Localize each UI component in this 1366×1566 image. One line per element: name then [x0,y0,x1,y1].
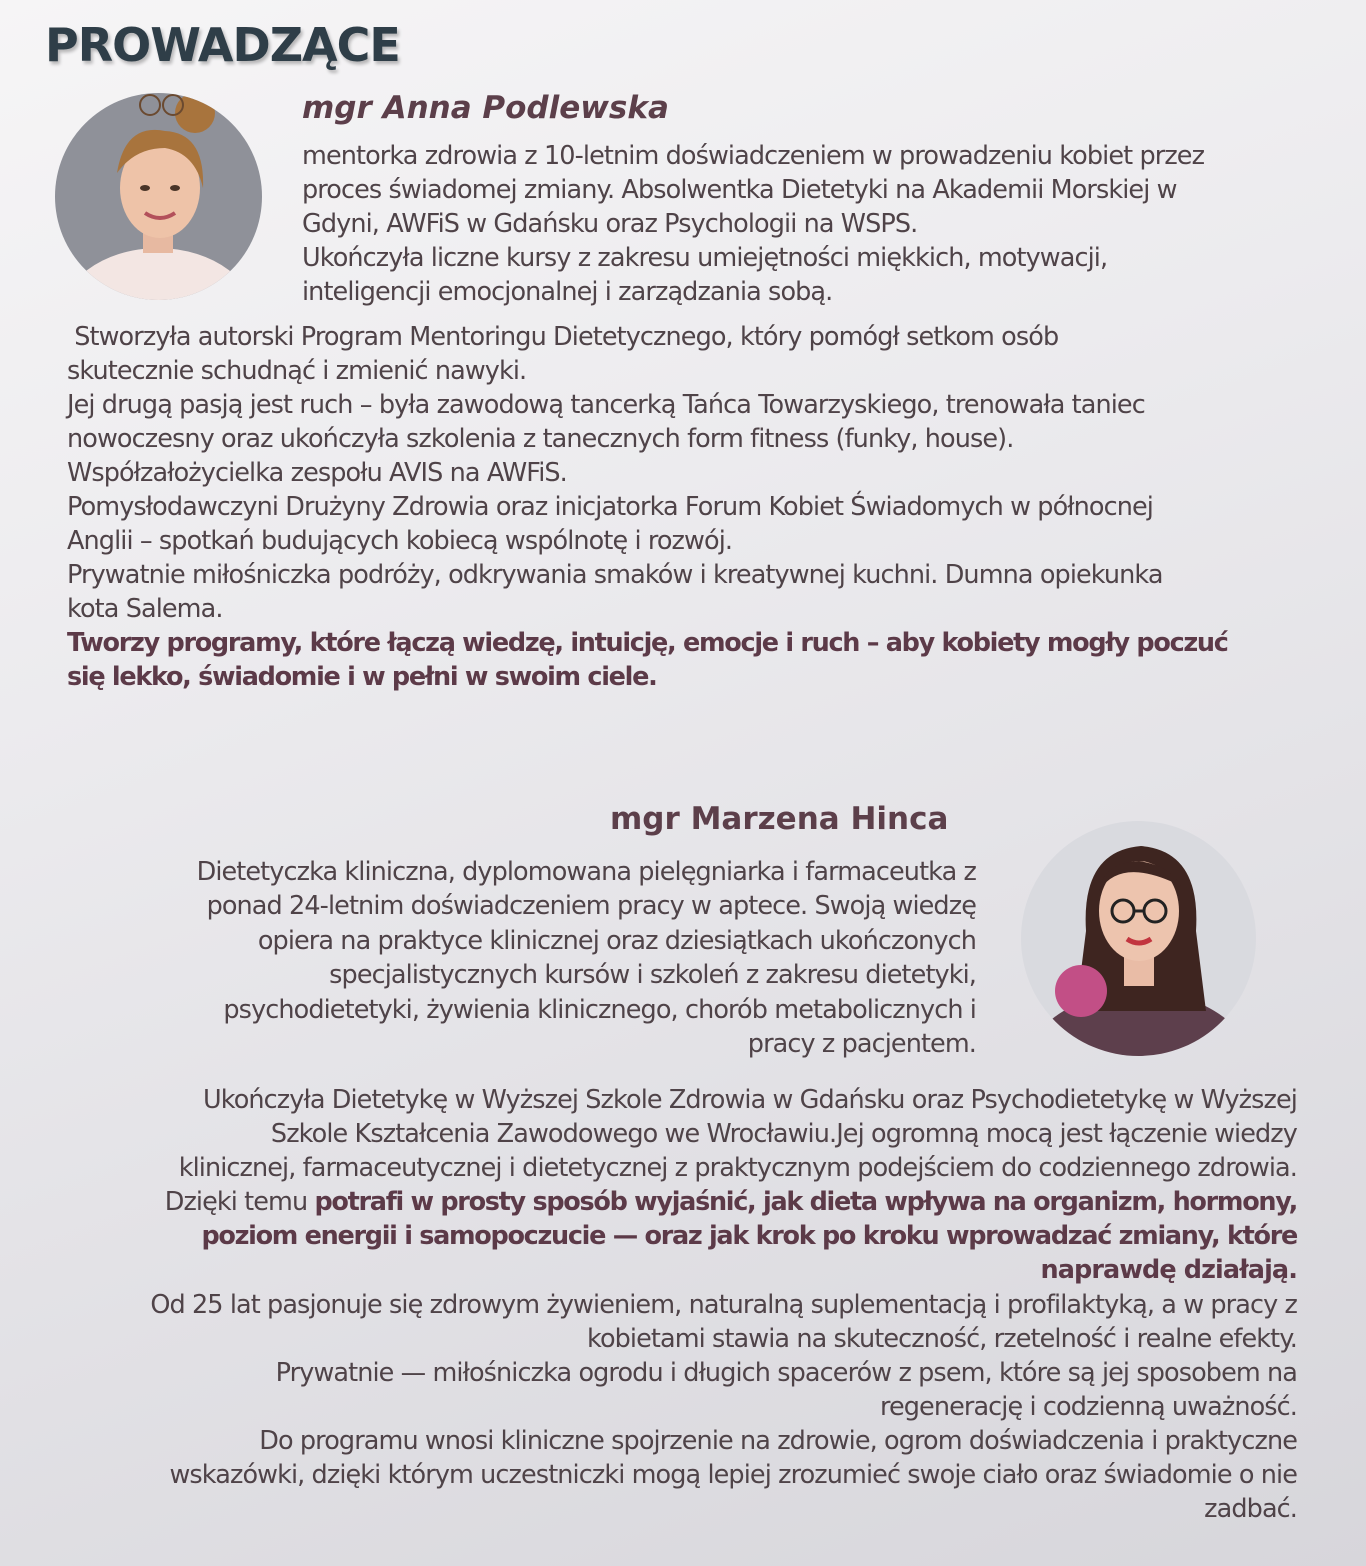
text-line: inteligencji emocjonalnej i zarządzania sobą. [302,277,833,307]
portrait-photo-marzena [1021,821,1256,1056]
person-name-anna: mgr Anna Podlewska [302,90,669,126]
text-line: opiera na praktyce klinicznej oraz dziesiątkach ukończonych [257,926,976,956]
text-line: Jej drugą pasją jest ruch – była zawodową tancerką Tańca Towarzyskiego, trenowała taniec [67,390,1145,420]
text-line: klinicznej, farmaceutycznej i dietetycznej z praktycznym podejściem do codziennego zdrowia. [178,1153,1297,1183]
text-line: wskazówki, dzięki którym uczestniczki mogą lepiej zrozumieć swoje ciało oraz świadomie o nie [169,1460,1297,1490]
portrait-image [55,93,262,300]
text-line: psychodietetyki, żywienia klinicznego, chorób metabolicznych i [223,995,976,1025]
text-line: Ukończyła liczne kursy z zakresu umiejętności miękkich, motywacji, [302,243,1108,273]
text-line: skutecznie schudnąć i zmienić nawyki. [67,356,527,386]
bold-text: naprawdę działają. [1040,1255,1297,1285]
text-line: Ukończyła Dietetykę w Wyższej Szkole Zdrowia w Gdańsku oraz Psychodietetykę w Wyższej [203,1085,1297,1115]
text-line: zadbać. [1204,1494,1297,1524]
text-line: Gdyni, AWFiS w Gdańsku oraz Psychologii na WSPS. [302,209,918,239]
bold-text: potrafi w prosty sposób wyjaśnić, jak dieta wpływa na organizm, hormony, [314,1187,1297,1217]
text-line: Stworzyła autorski Program Mentoringu Dietetycznego, który pomógł setkom osób [67,322,1059,352]
text-line: regenerację i codzienną uważność. [879,1392,1297,1422]
text-line: proces świadomej zmiany. Absolwentka Dietetyki na Akademii Morskiej w [302,175,1177,205]
bold-text: Tworzy programy, które łączą wiedzę, intuicję, emocje i ruch – aby kobiety mogły poczuć [67,628,1228,658]
text-line: Pomysłodawczyni Drużyny Zdrowia oraz inicjatorka Forum Kobiet Świadomych w północnej [67,492,1153,522]
text-line: Prywatnie miłośniczka podróży, odkrywania smaków i kreatywnej kuchni. Dumna opiekunka [67,560,1163,590]
portrait-image [1021,821,1256,1056]
text-line: Do programu wnosi kliniczne spojrzenie na zdrowie, ogrom doświadczenia i praktyczne [259,1426,1297,1456]
text-line: Anglii – spotkań budujących kobiecą wspólnotę i rozwój. [67,526,733,556]
text-line: Od 25 lat pasjonuje się zdrowym żywieniem, naturalną suplementacją i profilaktyką, a w pracy z [150,1290,1297,1320]
text-line-bold [201,1219,1297,1253]
bold-text: się lekko, świadomie i w pełni w swoim ciele. [67,662,657,692]
text-line: mentorka zdrowia z 10-letnim doświadczeniem w prowadzeniu kobiet przez [302,141,1205,171]
text-line-bold [1040,1253,1297,1287]
text-line-bold [67,626,1228,660]
text-line: nowoczesny oraz ukończyła szkolenia z tanecznych form fitness (funky, house). [67,424,1014,454]
text-line: Współzałożycielka zespołu AVIS na AWFiS. [67,458,567,488]
bold-text: poziom energii i samopoczucie — oraz jak krok po kroku wprowadzać zmiany, które [201,1221,1297,1251]
person-name-marzena: mgr Marzena Hinca [610,801,949,837]
text-line-mixed [165,1185,1297,1219]
text-line: kobietami stawia na skuteczność, rzetelność i realne efekty. [586,1324,1297,1354]
text-line: ponad 24-letnim doświadczeniem pracy w aptece. Swoją wiedzę [206,891,976,921]
text-line-bold [67,660,656,694]
text-line: Szkole Kształcenia Zawodowego we Wrocławiu.Jej ogromną mocą jest łączenie wiedzy [270,1119,1297,1149]
text-line: kota Salema. [67,594,223,624]
page-title: PROWADZĄCE [45,18,400,72]
portrait-photo-anna [55,93,262,300]
text-line: specjalistycznych kursów i szkoleń z zakresu dietetyki, [329,960,976,990]
text-prefix: Dzięki temu [164,1187,315,1217]
text-line: Prywatnie — miłośniczka ogrodu i długich spacerów z psem, które są jej sposobem na [275,1358,1297,1388]
text-line: Dietetyczka kliniczna, dyplomowana pielęgniarka i farmaceutka z [196,857,976,887]
text-line: pracy z pacjentem. [747,1029,976,1059]
